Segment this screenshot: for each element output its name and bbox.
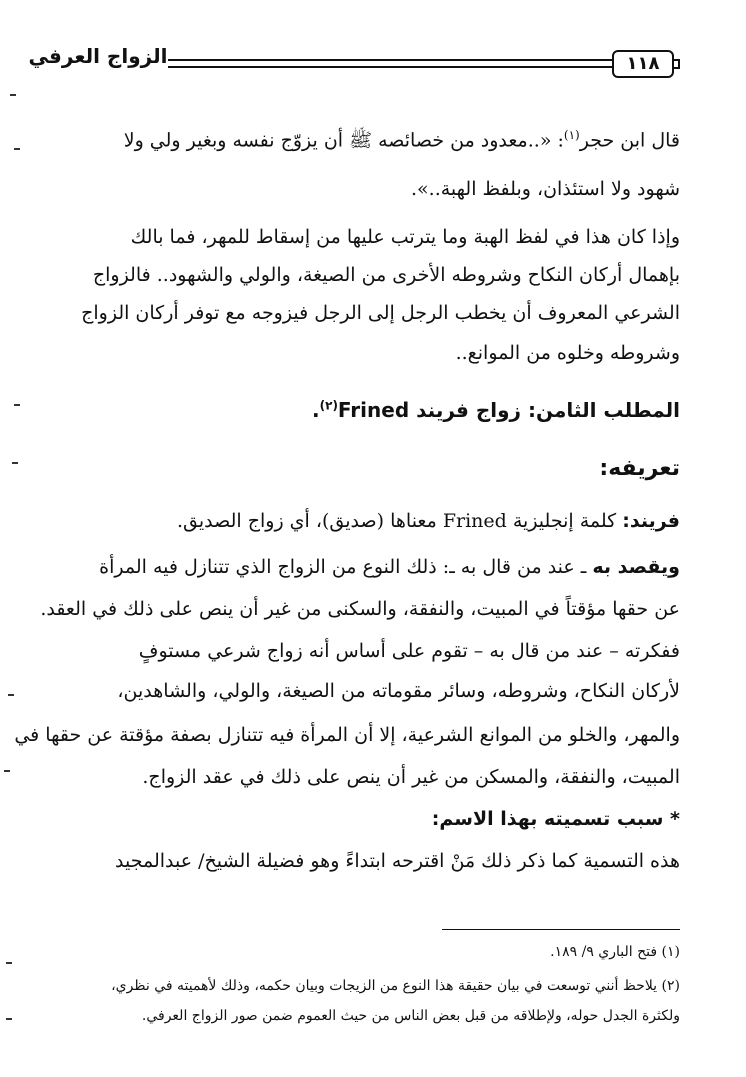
header-rule-bottom xyxy=(168,66,612,68)
text-line: والمهر، والخلو من الموانع الشرعية، إلا أن المرأة فيه تتنازل بصفة مؤقتة عن حقها في xyxy=(14,724,680,746)
text-line: بإهمال أركان النكاح وشروطه الأخرى من الصيغة، والولي والشهود.. فالزواج xyxy=(92,264,680,286)
footnote-separator xyxy=(442,929,680,930)
text-line: شهود ولا استئذان، وبلفظ الهبة..». xyxy=(410,178,680,200)
subsection-heading: تعريفه: xyxy=(599,456,680,481)
header-cap xyxy=(672,59,680,69)
subsection-heading: * سبب تسميته بهذا الاسم: xyxy=(431,808,680,830)
page-number: ١١٨ xyxy=(612,50,674,78)
margin-mark xyxy=(14,404,20,406)
text-line: ويقصد به ـ عند من قال به ـ: ذلك النوع من الزواج الذي تتنازل فيه المرأة xyxy=(99,556,680,578)
text-line: ففكرته – عند من قال به – تقوم على أساس أنه زواج شرعي مستوفٍ xyxy=(138,640,680,662)
definition-line: فريند: كلمة إنجليزية Frined معناها (صديق)، أي زواج الصديق. xyxy=(177,510,680,532)
text-line: قال ابن حجر$^{(١)}$: «..معدود من خصائصه ﷺ أن يزوّج نفسه وبغير ولي ولا xyxy=(123,128,680,152)
footnote-ref-1[interactable]: (١) xyxy=(563,128,580,142)
section-heading: المطلب الثامن: زواج فريند Frined$^{(٢)}$. xyxy=(312,398,680,422)
text-line: هذه التسمية كما ذكر ذلك مَنْ اقترحه ابتداءً وهو فضيلة الشيخ/ عبدالمجيد xyxy=(114,850,680,872)
margin-mark xyxy=(8,694,14,696)
text-line: لأركان النكاح، وشروطه، وسائر مقوماته من الصيغة، والولي، والشاهدين، xyxy=(117,680,680,702)
footnote-2-line-2: ولكثرة الجدل حوله، ولإطلاقه من قبل بعض الناس من حيث العموم ضمن صور الزواج العرفي. xyxy=(141,1008,680,1024)
header-rule-top xyxy=(168,59,612,61)
margin-mark xyxy=(4,770,10,772)
margin-mark xyxy=(14,148,20,150)
footnote-1: (١) فتح الباري ٩/ ١٨٩. xyxy=(550,944,680,960)
margin-mark xyxy=(12,462,18,464)
margin-mark xyxy=(10,94,16,96)
text-line: وإذا كان هذا في لفظ الهبة وما يترتب عليها من إسقاط للمهر، فما بالك xyxy=(130,226,680,248)
margin-mark xyxy=(6,962,12,964)
footnote-ref-2[interactable]: (٢) xyxy=(319,398,338,413)
text-line: المبيت، والنفقة، والمسكن من غير أن ينص على ذلك في عقد الزواج. xyxy=(142,766,680,788)
footnote-2-line-1: (٢) يلاحظ أنني توسعت في بيان حقيقة هذا النوع من الزيجات وبيان حكمه، وذلك لأهميته في نظري، xyxy=(111,978,680,994)
running-header-title: الزواج العرفي xyxy=(28,44,168,68)
text-line: عن حقها مؤقتاً في المبيت، والنفقة، والسكنى من غير أن ينص على ذلك في العقد. xyxy=(40,598,680,620)
text-line: وشروطه وخلوه من الموانع.. xyxy=(455,342,680,364)
margin-mark xyxy=(6,1018,12,1020)
text-line: الشرعي المعروف أن يخطب الرجل إلى الرجل فيزوجه مع توفر أركان الزواج xyxy=(81,302,680,324)
